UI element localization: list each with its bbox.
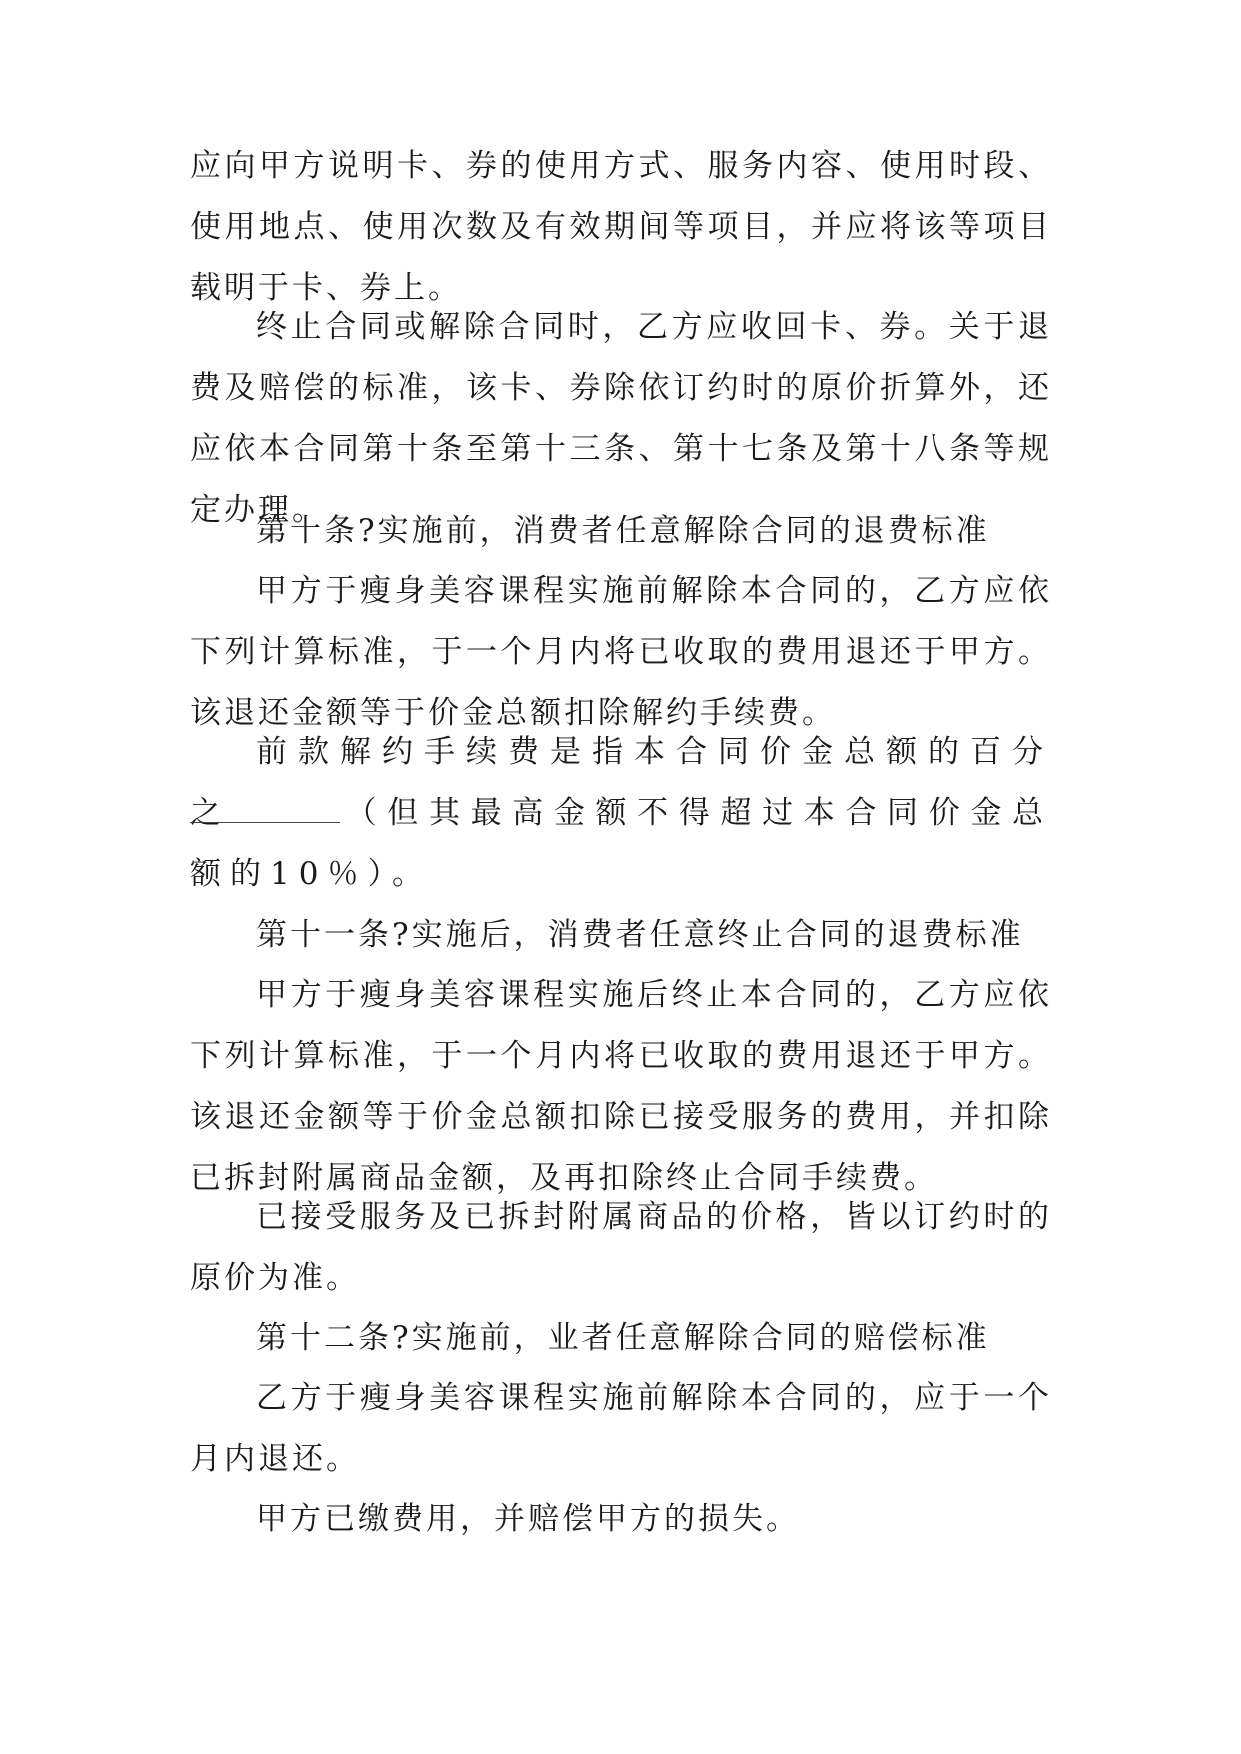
paragraph-card-usage-continued: 应向甲方说明卡、券的使用方式、服务内容、使用时段、使用地点、使用次数及有效期间等项目，并应将该等项目载明于卡、券上。 — [190, 148, 1052, 306]
article-10-heading: 第十条?实施前，消费者任意解除合同的退费标准 — [256, 513, 990, 549]
paragraph-termination-card-return: 终止合同或解除合同时，乙方应收回卡、券。关于退费及赔偿的标准，该卡、券除依订约时的原价折算外，还应依本合同第十条至第十三条、第十七条及第十八条等规定办理。 — [190, 309, 1052, 528]
article-12-paragraph-1: 乙方于瘦身美容课程实施前解除本合同的，应于一个月内退还。 — [190, 1380, 1052, 1477]
article-10-paragraph-1: 甲方于瘦身美容课程实施前解除本合同的，乙方应依下列计算标准，于一个月内将已收取的费用退还于甲方。该退还金额等于价金总额扣除解约手续费。 — [190, 573, 1052, 731]
article-10-paragraph-2-line-1: 前款解约手续费是指本合同价金总额的百分之 — [190, 734, 1052, 831]
article-10-paragraph-2-line-2 — [190, 783, 1052, 905]
fill-in-blank — [190, 804, 340, 823]
article-11-paragraph-2: 已接受服务及已拆封附属商品的价格，皆以订约时的原价为准。 — [190, 1199, 1052, 1296]
article-12-heading: 第十二条?实施前，业者任意解除合同的赔偿标准 — [256, 1320, 990, 1356]
article-10-paragraph-2-tail: （但其最高金额不得超过本合同价金总额的10％）。 — [190, 795, 1052, 892]
article-11-heading: 第十一条?实施后，消费者任意终止合同的退费标准 — [256, 917, 1024, 953]
article-12-paragraph-2: 甲方已缴费用，并赔偿甲方的损失。 — [256, 1501, 800, 1537]
article-11-paragraph-1: 甲方于瘦身美容课程实施后终止本合同的，乙方应依下列计算标准，于一个月内将已收取的费用退还于甲方。该退还金额等于价金总额扣除已接受服务的费用，并扣除已拆封附属商品金额，及再扣除终止合同手续费。 — [190, 977, 1052, 1196]
